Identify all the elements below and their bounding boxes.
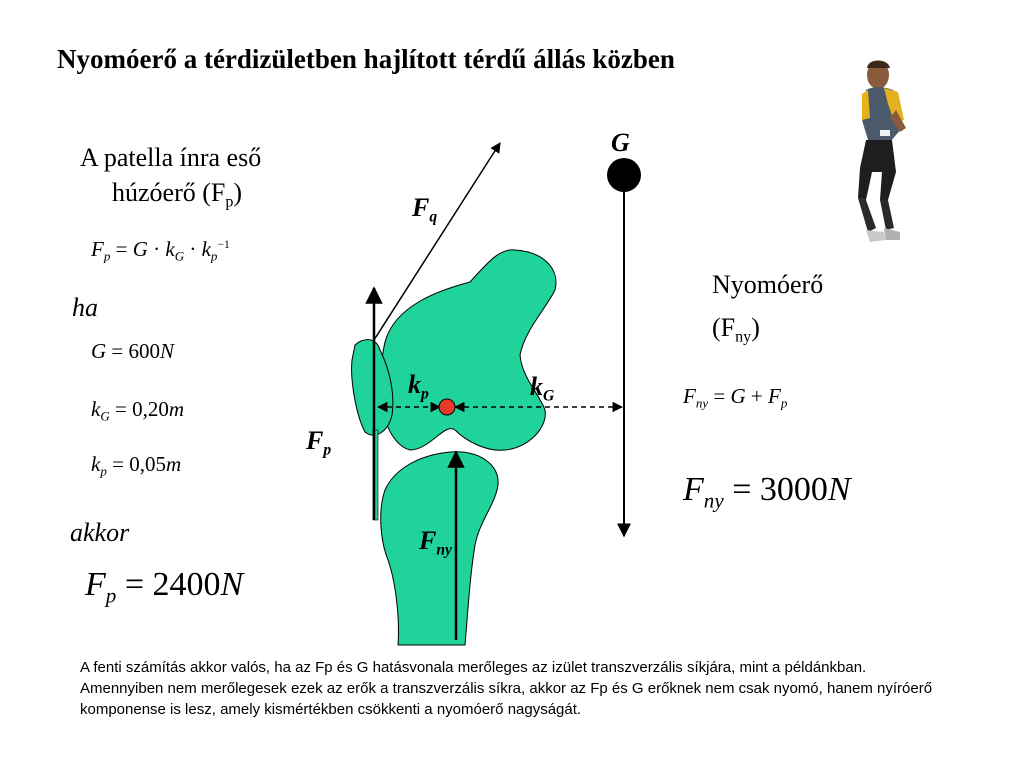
result-fp: $F_p = 2400N$ (85, 566, 244, 608)
nyomoero-label-line1: Nyomóerő (712, 270, 824, 299)
nyomoero-label-line2: $(F_{ny})$ (712, 313, 760, 346)
formula-fny: $F_{ny} = G + F_p$ (683, 384, 788, 411)
patella-label-line2: húzóerő $(F_p)$ (112, 178, 243, 211)
page-title: Nyomóerő a térdizületben hajlított térdű állás közben (57, 44, 675, 74)
footnote-text: A fenti számítás akkor valós, ha az Fp és G hatásvonala merőleges az izület transzverzális síkjára, mint a példánkban. Amennyiben nem merőlegesek ezek az erők a transzverzális síkra, akkor az Fp és G erőknek nem csak nyomó, hanem nyíróerő komponense is lesz, amely kismértékben csökkenti a nyomóerő nagyságát. (80, 659, 933, 718)
fp-label: $F_p$ (306, 426, 332, 459)
given-kp: $k_p = 0,05m$ (91, 452, 182, 479)
fq-label: $F_q$ (412, 193, 438, 226)
given-kg: $k_G = 0,20m$ (91, 397, 184, 424)
g-label: G (611, 128, 630, 157)
kg-label: $k_G$ (530, 372, 555, 405)
fny-label: $F_{ny}$ (419, 526, 452, 559)
result-fny: $F_{ny} = 3000N$ (683, 471, 851, 513)
patella-label-line1: A patella ínra eső (80, 143, 262, 172)
ha-label: ha (72, 293, 98, 322)
kp-label: $k_p$ (408, 370, 429, 403)
given-g: G = 600N (91, 339, 175, 363)
akkor-label: akkor (70, 518, 130, 547)
formula-fp: $F_p = G \cdot k_G \cdot k_p^{-1}$ (91, 237, 230, 264)
